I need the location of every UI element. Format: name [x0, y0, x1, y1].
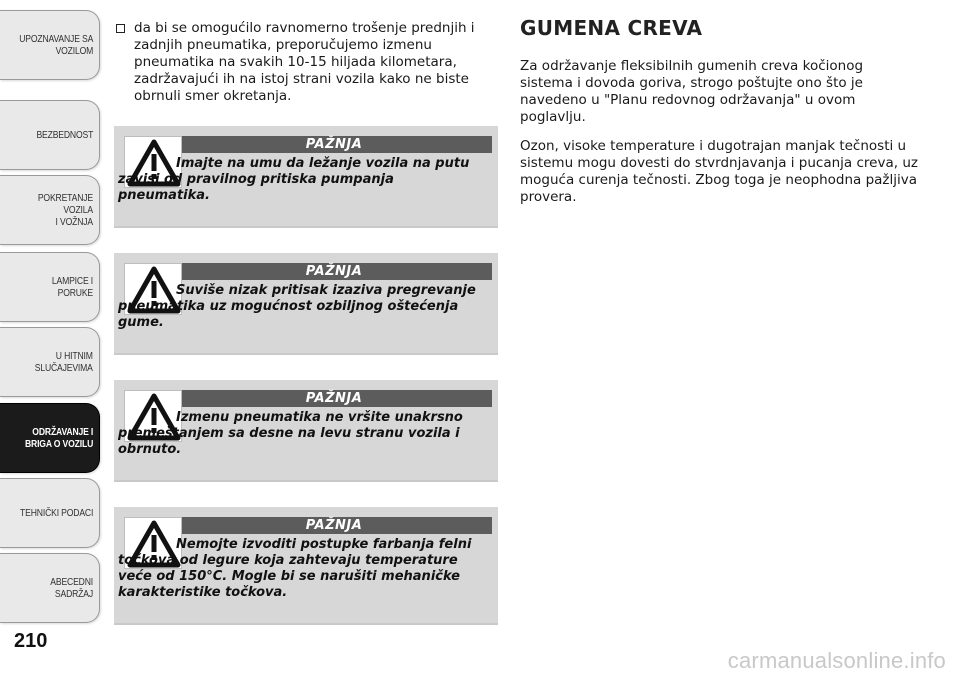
- tab-abecedni-sadrzaj[interactable]: ABECEDNI SADRŽAJ: [0, 553, 100, 623]
- paragraph: Za održavanje fleksibilnih gumenih creva kočionog sistema i dovoda goriva, strogo poštujte ono što je navedeno u "Planu redovnog održavanja" u ovom poglavlju.: [520, 58, 864, 125]
- bullet-item: [116, 20, 500, 105]
- section-title: GUMENA CREVA: [520, 16, 703, 40]
- warning-text: Imajte na umu da ležanje vozila na putu zavisi od pravilnog pritiska pumpanja pneumatika.: [118, 156, 470, 203]
- checkbox-bullet-icon: [116, 24, 125, 33]
- warning-heading: PAŽNJA: [176, 263, 492, 280]
- warning-text: Nemojte izvoditi postupke farbanja felni točkova od legure koja zahtevaju temperature veće od 150°C. Mogle bi se narušiti mehaničke karakteristike točkova.: [118, 537, 472, 600]
- warning-box: [114, 507, 498, 625]
- watermark-text: carmanualsonline.info: [727, 648, 946, 673]
- warning-box: [114, 126, 498, 228]
- tab-odrzavanje-active[interactable]: ODRŽAVANJE I BRIGA O VOZILU: [0, 403, 100, 473]
- warning-text: Izmenu pneumatika ne vršite unakrsno premeštanjem sa desne na levu stranu vozila i obrnuto.: [118, 410, 463, 457]
- paragraph: Ozon, visoke temperature i dugotrajan manjak tečnosti u sistemu mogu dovesti do stvrdnjavanja i pucanja creva, uz moguća curenja tečnosti. Zbog toga je neophodna pažljiva provera.: [520, 138, 918, 205]
- bullet-text: da bi se omogućilo ravnomerno trošenje prednjih i zadnjih pneumatika, preporučujemo izmenu pneumatika na svakih 10-15 hiljada kilometara, zadržavajući ih na istoj strani vozila kako ne biste obrnuli smer okretanja.: [134, 20, 475, 104]
- tab-tehnicki-podaci[interactable]: TEHNIČKI PODACI: [0, 478, 100, 548]
- tab-u-hitnim-slucajevima[interactable]: U HITNIM SLUČAJEVIMA: [0, 327, 100, 397]
- warning-box: [114, 253, 498, 355]
- warning-text: Suviše nizak pritisak izaziva pregrevanje pneumatika uz mogućnost ozbiljnog oštećenja gume.: [118, 283, 476, 330]
- warning-heading: PAŽNJA: [176, 390, 492, 407]
- page-number: 210: [14, 630, 48, 652]
- tab-lampice-i-poruke[interactable]: LAMPICE I PORUKE: [0, 252, 100, 322]
- warning-heading: PAŽNJA: [176, 517, 492, 534]
- warning-box: [114, 380, 498, 482]
- tab-pokretanje-vozila[interactable]: POKRETANJE VOZILA I VOŽNJA: [0, 175, 100, 245]
- tab-upoznavanje-sa-vozilom[interactable]: UPOZNAVANJE SA VOZILOM: [0, 10, 100, 80]
- warning-heading: PAŽNJA: [176, 136, 492, 153]
- tab-bezbednost[interactable]: BEZBEDNOST: [0, 100, 100, 170]
